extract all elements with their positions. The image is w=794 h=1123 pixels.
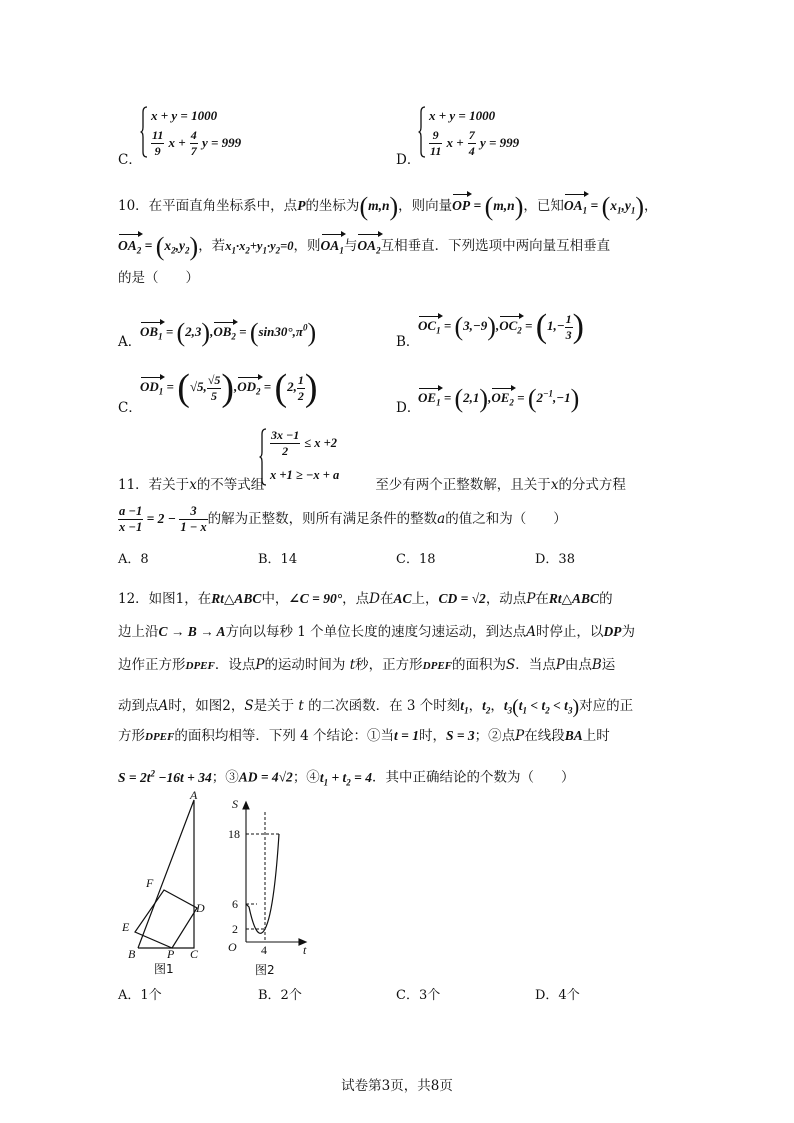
q10-line1: 10．在平面直角坐标系中，点P的坐标为(m,n)，则向量OP = (m,n)，已知$OA_1 = (x_1,y_1)$，	[118, 191, 658, 221]
figure-1-caption: 图1	[154, 962, 174, 976]
q10-option-a-expr: $OB_1 = (2,3),OB_2 = (\sin 30^\circ,\pi^0)$	[140, 318, 317, 347]
label-c: C	[190, 947, 199, 961]
label-e: E	[122, 920, 130, 934]
q10-option-d-label: D．	[396, 400, 421, 416]
q10-option-b-label: B．	[396, 334, 420, 350]
q11-line1: 11．若关于x的不等式组 至少有两个正整数解，且关于x的分式方程	[118, 477, 626, 493]
figure-2-caption: 图2	[255, 963, 275, 977]
label-d: D	[196, 901, 205, 915]
figure-1-triangle	[116, 790, 216, 980]
q11-option-c: C．18	[396, 552, 436, 567]
q11-option-a: A．8	[118, 552, 149, 567]
origin-label: O	[228, 940, 237, 954]
q10-option-a-label: A．	[118, 334, 142, 350]
q12-option-a: A．1个	[118, 988, 162, 1003]
q12-line1: 12．如图1，在Rt△ABC中，∠C = 90°，点D在AC上，CD = √2，动点P在Rt△ABC的	[118, 591, 613, 607]
q11-inequality-system: $\frac{3x -1}{2}$ ≤ x +2 x +1 ≥ −x + a	[259, 428, 376, 486]
q9-option-c-label: C．	[118, 152, 142, 168]
tick-6: 6	[232, 897, 238, 911]
q12-option-d: D．4个	[535, 988, 580, 1003]
q11-line2: $\frac{a -1}{x -1}$ = 2 − $\frac{3}{1 - x}$ 的解为正整数，则所有满足条件的整数a的值之和为（ ）	[119, 504, 567, 534]
q12-line2: 边上沿C → B → A方向以每秒 1 个单位长度的速度匀速运动，到达点A时停止，以DP为	[118, 624, 635, 640]
axis-label-t: t	[303, 943, 307, 957]
label-p: P	[167, 947, 175, 961]
q10-option-c-label: C．	[118, 400, 142, 416]
curve-s-of-t	[246, 834, 279, 933]
tick-2: 2	[232, 922, 238, 936]
q9-d-eq1: x + y = 1000	[429, 108, 496, 123]
q12-option-b: B．2个	[258, 988, 302, 1003]
label-a: A	[190, 790, 198, 802]
q10-option-b-expr: $OC_1 = (3,-9),OC_2 = (1,-$ $\frac{1}{3}$ )	[418, 308, 584, 345]
q12-line5: 方形DPEF的面积均相等．下列 4 个结论：①当t = 1时，S = 3；②点P在线段BA上时	[118, 728, 610, 744]
y-axis-arrow	[243, 802, 249, 809]
q12-line4: 动到点A时，如图2，S是关于 t 的二次函数．在 3 个时刻$t_1$，$t_2$，$t_3(t_1 < t_2 < t_3)$对应的正	[118, 695, 634, 718]
q10-line3: 的是（ ）	[118, 270, 199, 286]
label-b: B	[128, 947, 136, 961]
q12-line6: $S = 2t^2 -16t + 34$；③AD = 4√2；$④t_1 + t_2 = 4$．其中正确结论的个数为（ ）	[118, 768, 575, 788]
q9-c-eq2: $\frac{11}{9}$ x + $\frac{4}{7}$ y = 999	[152, 128, 242, 158]
square-dpef	[135, 890, 197, 948]
page-footer: 试卷第3页，共8页	[341, 1078, 453, 1094]
q12-line3: 边作正方形DPEF．设点P的运动时间为 t秒，正方形DPEF的面积为S．当点P由点B运	[118, 657, 616, 673]
q11-option-b: B．14	[258, 552, 298, 567]
q10-option-d-expr: $OE_1 = (2,1),OE_2 = (2^{-1},-1)$	[418, 384, 580, 413]
q9-d-eq2: $\frac{9}{11}$ x + $\frac{7}{4}$ y = 999	[430, 128, 520, 158]
tick-4: 4	[261, 943, 267, 957]
axis-label-s: S	[232, 797, 238, 811]
q9-option-d-system	[418, 106, 547, 158]
q11-option-d: D．38	[535, 552, 575, 567]
q10-line2: $OA_2 = (x_2,y_2)$，若$x_1\cdot x_2+y_1\cdot y_2=0$，则$OA_1$与$OA_2$互相垂直．下列选项中两向量互相垂直	[118, 231, 611, 261]
q9-option-c-system	[140, 106, 269, 158]
q10-option-c-expr: $OD_1 = (√5$, $\frac{√5}{5}$ )$,OD_2 = (2$, $\frac{1}{2}$ )	[140, 367, 318, 409]
q9-option-d-label: D．	[396, 152, 421, 168]
tick-18: 18	[228, 827, 240, 841]
q12-option-c: C．3个	[396, 988, 441, 1003]
label-f: F	[146, 876, 154, 890]
figure-2-graph	[222, 796, 312, 980]
q9-c-eq1: x + y = 1000	[151, 108, 218, 123]
